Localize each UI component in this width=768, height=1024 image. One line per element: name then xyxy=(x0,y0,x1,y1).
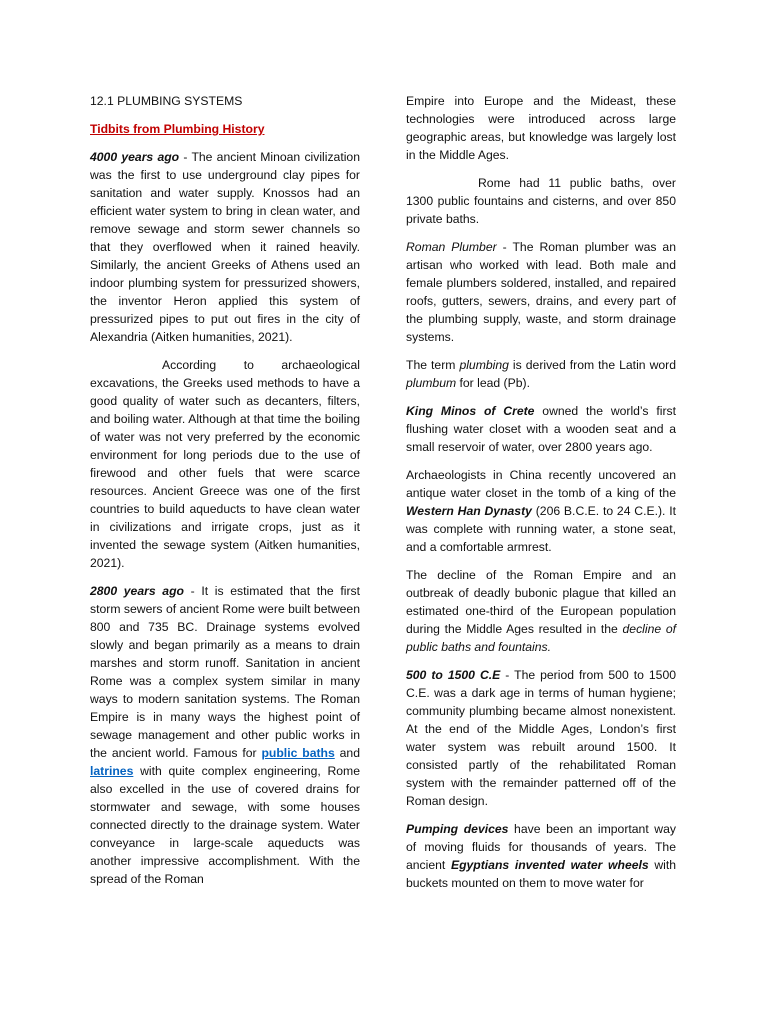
paragraph-roman-decline: The decline of the Roman Empire and an outbreak of deadly bubonic plague that killed an estimated one-third of the European population during the Middle Ages resulted in the decline of public baths and fountains. xyxy=(406,568,676,654)
paragraph-4000-years: 4000 years ago - The ancient Minoan civilization was the first to use underground clay pipes for sanitation and water supply. Knossos had an efficient water system to bring in clean water, and remove sewage and storm sewer channels so that they overflowed when it rained heavily. Similarly, the ancient Greeks of Athens used an indoor plumbing system for pressurized showers, the inventor Heron applied this system of pressurized pipes to put out fires in the city of Alexandria (Aitken humanities, 2021). xyxy=(90,150,360,344)
paragraph-empire-spread: Empire into Europe and the Mideast, these technologies were introduced across large geographic areas, but knowledge was largely lost in the Middle Ages. xyxy=(406,94,676,162)
left-column xyxy=(90,92,360,898)
paragraph-roman-plumber: Roman Plumber - The Roman plumber was an artisan who worked with lead. Both male and female plumbers soldered, installed, and repaired roofs, gutters, sewers, drains, and every part of the plumbing supply, waste, and storm drainage systems. xyxy=(406,240,676,344)
paragraph-china: Archaeologists in China recently uncovered an antique water closet in the tomb of a king of the Western Han Dynasty (206 B.C.E. to 24 C.E.). It was complete with running water, a stone seat, and a comfortable armrest. xyxy=(406,468,676,554)
section-heading: 12.1 PLUMBING SYSTEMS xyxy=(90,94,243,108)
paragraph-500-1500: 500 to 1500 C.E - The period from 500 to 1500 C.E. was a dark age in terms of human hygiene; community plumbing became almost nonexistent. At the end of the Middle Ages, London’s first water system was rebuilt around 1500. It consisted partly of the rehabilitated Roman system with the remainder patterned off of the Roman design. xyxy=(406,668,676,808)
paragraph-2800-years: 2800 years ago - It is estimated that the first storm sewers of ancient Rome were built between 800 and 735 BC. Drainage systems evolved slowly and began primarily as a means to drain marshes and storm runoff. Sanitation in ancient Rome was a complex system similar in many ways to modern sanitation systems. The Roman Empire is in many ways the highest point of sewage management and other public works in the ancient world. Famous for public baths and latrines with quite complex engineering, Rome also excelled in the use of covered drains for stormwater and sewage, with some houses connected directly to the drainage system. Water conveyance in large-scale aqueducts was another impressive accomplishment. With the spread of the Roman xyxy=(90,584,360,886)
subheading: Tidbits from Plumbing History xyxy=(90,122,265,136)
paragraph-rome-baths: Rome had 11 public baths, over 1300 public fountains and cisterns, and over 850 private baths. xyxy=(406,176,676,226)
latrines-link[interactable]: latrines xyxy=(90,764,134,778)
right-column xyxy=(406,92,676,902)
public-baths-link[interactable]: public baths xyxy=(261,746,335,760)
paragraph-pumping-devices: Pumping devices have been an important way of moving fluids for thousands of years. The ancient Egyptians invented water wheels with buckets mounted on them to move water for xyxy=(406,822,676,890)
paragraph-term-plumbing: The term plumbing is derived from the Latin word plumbum for lead (Pb). xyxy=(406,358,676,390)
paragraph-king-minos: King Minos of Crete owned the world’s first flushing water closet with a wooden seat and a small reservoir of water, over 2800 years ago. xyxy=(406,404,676,454)
paragraph-greek-water: According to archaeological excavations, the Greeks used methods to have a good quality of water such as decanters, filters, and boiling water. Although at that time the boiling of water was not very preferred by the economic environment for long periods due to the use of firewood and other fuels that were scarce resources. Ancient Greece was one of the first countries to build aqueducts to have clean water in civilizations and irrigate crops, just as it invented the sewage system (Aitken humanities, 2021). xyxy=(90,358,360,570)
